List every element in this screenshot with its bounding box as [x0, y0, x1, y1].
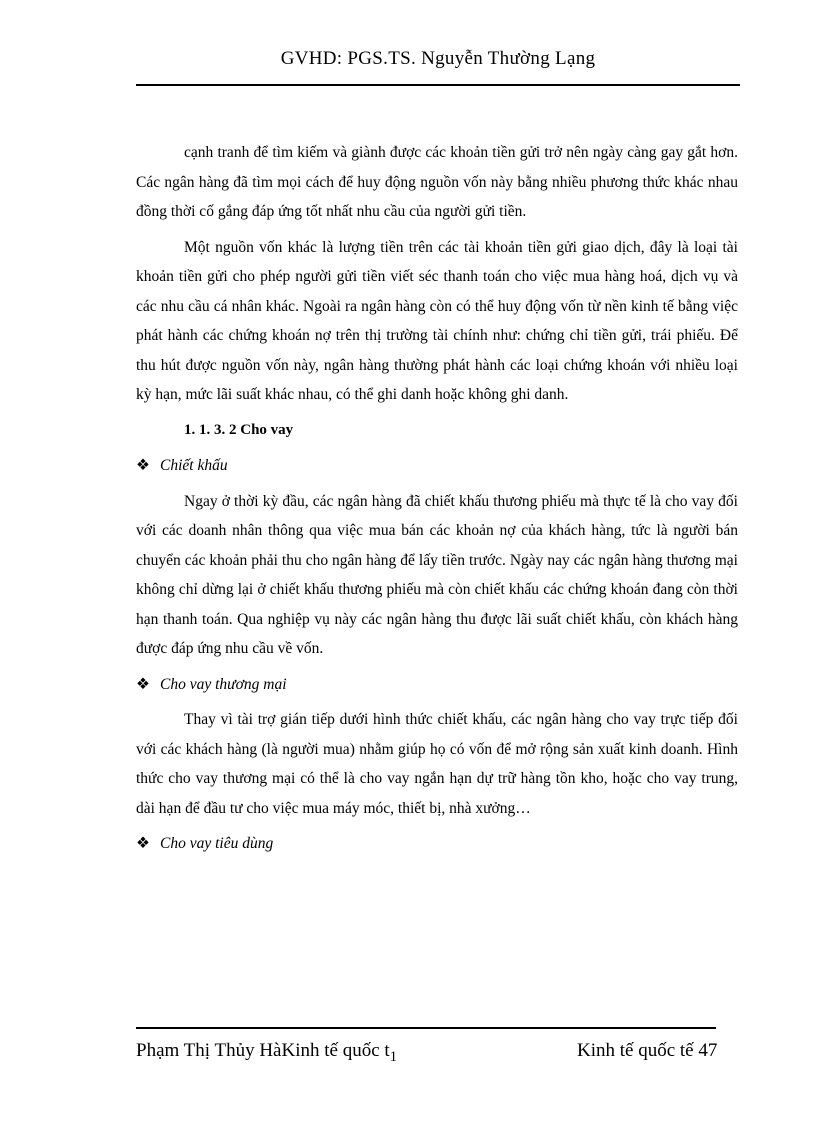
footer-divider — [136, 1027, 716, 1029]
bullet-item — [136, 670, 738, 700]
page-header-title: GVHD: PGS.TS. Nguyễn Thường Lạng — [280, 48, 596, 69]
paragraph: Một nguồn vốn khác là lượng tiền trên các tài khoản tiền gửi giao dịch, đây là loại tài khoản tiền gửi cho phép người gửi tiền viết séc thanh toán cho việc mua hàng hoá, dịch vụ và các nhu cầu cá nhân khác. Ngoài ra ngân hàng còn có thể huy động vốn từ nền kinh tế bằng việc phát hành các chứng khoán nợ trên thị trường tài chính như: chứng chỉ tiền gửi, trái phiếu. Để thu hút được nguồn vốn này, ngân hàng thường phát hành các loại chứng khoán với nhiều loại kỳ hạn, mức lãi suất khác nhau, có thể ghi danh hoặc không ghi danh. — [136, 238, 738, 403]
bullet-item — [136, 451, 738, 481]
bullet-label: Cho vay thương mại — [160, 675, 287, 693]
footer-author-text: Phạm Thị Thủy HàKinh tế quốc t — [136, 1040, 390, 1061]
section-heading: 1. 1. 3. 2 Cho vay — [184, 421, 294, 438]
footer-author — [136, 1040, 397, 1066]
footer-author-subscript: 1 — [389, 1048, 398, 1065]
diamond-bullet-icon: ❖ — [136, 835, 150, 852]
diamond-bullet-icon: ❖ — [136, 675, 150, 693]
bullet-label: Cho vay tiêu dùng — [160, 835, 274, 852]
bullet-item — [136, 829, 738, 859]
paragraph: Ngay ở thời kỳ đầu, các ngân hàng đã chiết khấu thương phiếu mà thực tế là cho vay đối với các doanh nhân thông qua việc mua bán các khoản nợ của khách hàng, tức là người bán chuyển các khoản phải thu cho ngân hàng để lấy tiền trước. Ngày nay các ngân hàng thương mại không chỉ dừng lại ở chiết khấu thương phiếu mà còn chiết khấu các chứng khoán đang còn thời hạn thanh toán. Qua nghiệp vụ này các ngân hàng thu được lãi suất chiết khấu, còn khách hàng được đáp ứng nhu cầu về vốn. — [136, 492, 738, 657]
header-divider — [136, 84, 740, 86]
document-body — [136, 138, 738, 865]
footer-page-label: Kinh tế quốc tế 47 — [577, 1040, 718, 1061]
diamond-bullet-icon: ❖ — [136, 457, 150, 474]
bullet-label: Chiết khấu — [160, 457, 228, 474]
paragraph: Thay vì tài trợ gián tiếp dưới hình thức chiết khấu, các ngân hàng cho vay trực tiếp đối với các khách hàng (là người mua) nhằm giúp họ có vốn để mở rộng sản xuất kinh doanh. Hình thức cho vay thương mại có thể là cho vay ngắn hạn dự trữ hàng tồn kho, hoặc cho vay trung, dài hạn để đầu tư cho việc mua máy móc, thiết bị, nhà xưởng… — [136, 711, 738, 817]
paragraph: cạnh tranh để tìm kiếm và giành được các khoản tiền gửi trở nên ngày càng gay gắt hơn. Các ngân hàng đã tìm mọi cách để huy động nguồn vốn này bằng nhiều phương thức khác nhau đồng thời cố gắng đáp ứng tốt nhất nhu cầu của người gửi tiền. — [136, 144, 738, 220]
